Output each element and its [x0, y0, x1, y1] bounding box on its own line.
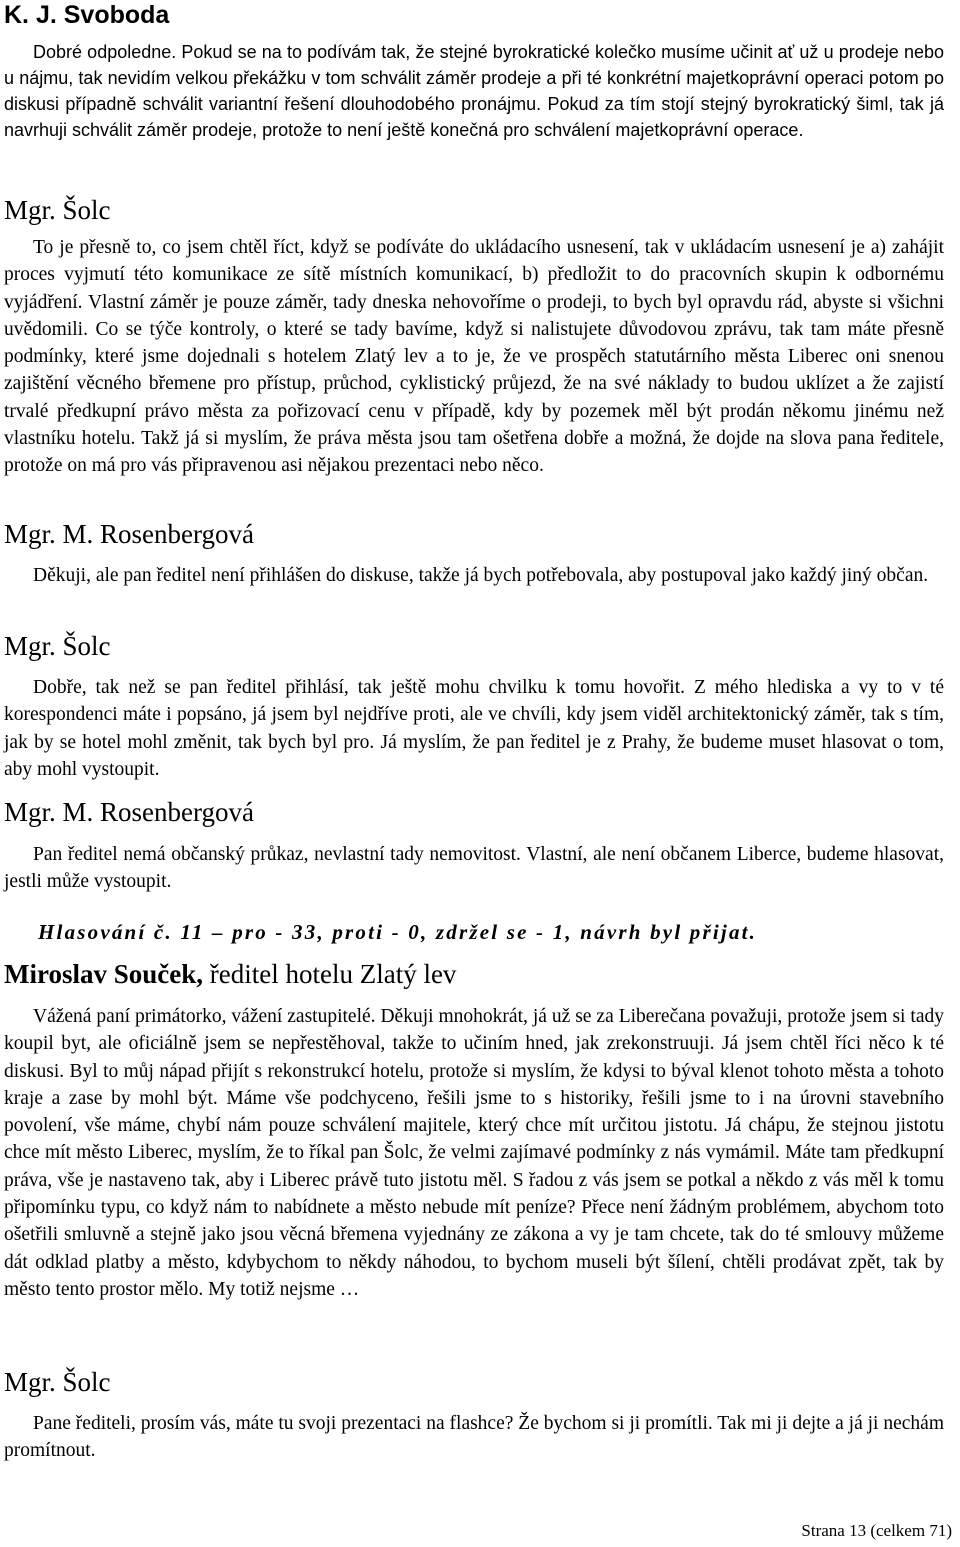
speaker-role: ředitel hotelu Zlatý lev	[203, 959, 457, 989]
speaker-name: Mgr. Šolc	[4, 631, 111, 661]
speech-paragraph: Dobré odpoledne. Pokud se na to podívám tak, že stejné byrokratické kolečko musíme učinit ať už u prodeje nebo u nájmu, tak nevidím velkou překážku v tom schválit záměr prodeje a při té konkrétní majetkoprávní operaci potom po diskusi případně schválit variantní řešení dlouhodobého pronájmu. Pokud za tím stojí stejný byrokratický šiml, tak já navrhuji schválit záměr prodeje, protože to není ještě konečná pro schválení majetkoprávní operace.	[4, 42, 944, 140]
speech-paragraph: Pane řediteli, prosím vás, máte tu svoji prezentaci na flashce? Že bychom si ji promítli. Tak mi ji dejte a já ji nechám promítnout.	[4, 1413, 944, 1462]
speaker-name: K. J. Svoboda	[4, 1, 170, 29]
speech-paragraph: Dobře, tak než se pan ředitel přihlásí, tak ještě mohu chvilku k tomu hovořit. Z mého hlediska a vy to v té korespondenci máte i popsáno, já jsem byl nejdříve proti, ale ve chvíli, kdy jsem viděl architektonický záměr, tak s tím, jak by se hotel mohl změnit, tak bych byl pro. Já myslím, že pan ředitel je z Prahy, že budeme muset hlasovat o tom, aby mohl vystoupit.	[4, 677, 944, 780]
speech-paragraph: Děkuji, ale pan ředitel není přihlášen do diskuse, takže já bych potřebovala, aby postupoval jako každý jiný občan.	[33, 565, 929, 586]
speaker-name: Mgr. M. Rosenbergová	[4, 519, 254, 549]
speaker-name: Mgr. Šolc	[4, 195, 111, 225]
speech-paragraph: To je přesně to, co jsem chtěl říct, když se podíváte do ukládacího usnesení, tak v ukládacím usnesení je a) zahájit proces vyjmutí této komunikace ze sítě místních komunikací, b) předložit to do pracovních skupin k odbornému vyjádření. Vlastní záměr je pouze záměr, tady dneska nehovoříme o prodeji, to bych byl opravdu rád, abyste si všichni uvědomili. Co se týče kontroly, o které se tady bavíme, když si nalistujete důvodovou zprávu, tak tam máte přesně podmínky, které jsme dojednali s hotelem Zlatý lev a to je, že ve prospěch statutárního města Liberec oni snenou zajištění věcného břemene pro přístup, průchod, cyklistický průjezd, že na své náklady to budou uklízet a že zajistí trvalé předkupní právo města za pořizovací cenu v případě, kdy by pozemek měl být prodán někomu jinému než vlastníku hotelu. Takž já si myslím, že práva města jsou tam ošetřena dobře a možná, že dojde na slova pana ředitele, protože on má pro vás připravenou asi nějakou prezentaci nebo něco.	[4, 237, 944, 477]
page-number: Strana 13 (celkem 71)	[801, 1521, 952, 1540]
speaker-name: Mgr. Šolc	[4, 1367, 111, 1397]
speaker-heading	[4, 958, 944, 990]
speech-paragraph: Vážená paní primátorko, vážení zastupitelé. Děkuji mnohokrát, já už se za Liberečana považuji, protože jsem si tady koupil byt, ale oficiálně jsem se nepřestěhoval, takže to učiním hned, jak zrekonstruuji. Já jsem chtěl říci něco k té diskusi. Byl to můj nápad přijít s rekonstrukcí hotelu, protože si myslím, že kdysi to býval klenot tohoto města a tohoto kraje a zase by mohl být. Máme vše podchyceno, řešili jsme to s historiky, řešili jsme to i na úrovni stavebního povolení, vše máme, chybí nám pouze schválení majitele, který chce mít určitou jistotu. Já chápu, že stejnou jistotu chce mít město Liberec, myslím, že to říkal pan Šolc, že velmi zajímavé podmínky z nás vymámil. Máte tam předkupní práva, vše je nastaveno tak, aby i Liberec právě tuto jistotu měl. S řadou z vás jsem se potkal a někdo z vás měl k tomu připomínku typu, co když nám to nabídnete a město nebude mít peníze? Přece není žádným problémem, abychom toto ošetřili smluvně a stejně jako jsou věcná břemena vyjednány ze zákona a vy je tam chcete, tak do té smlouvy můžeme dát odklad platby a město, kdybychom to někdy náhodou, to bychom museli být šílení, chtěli prodávat zpět, tak by město tento prostor mělo. My totiž nejsme …	[4, 1006, 944, 1300]
speaker-name: Miroslav Souček,	[4, 959, 204, 989]
vote-result: Hlasování č. 11 – pro - 33, proti - 0, zdržel se - 1, návrh byl přijat.	[38, 920, 758, 944]
speech-paragraph: Pan ředitel nemá občanský průkaz, nevlastní tady nemovitost. Vlastní, ale není občanem Liberce, budeme hlasovat, jestli může vystoupit.	[4, 844, 944, 893]
speaker-name: Mgr. M. Rosenbergová	[4, 797, 254, 827]
